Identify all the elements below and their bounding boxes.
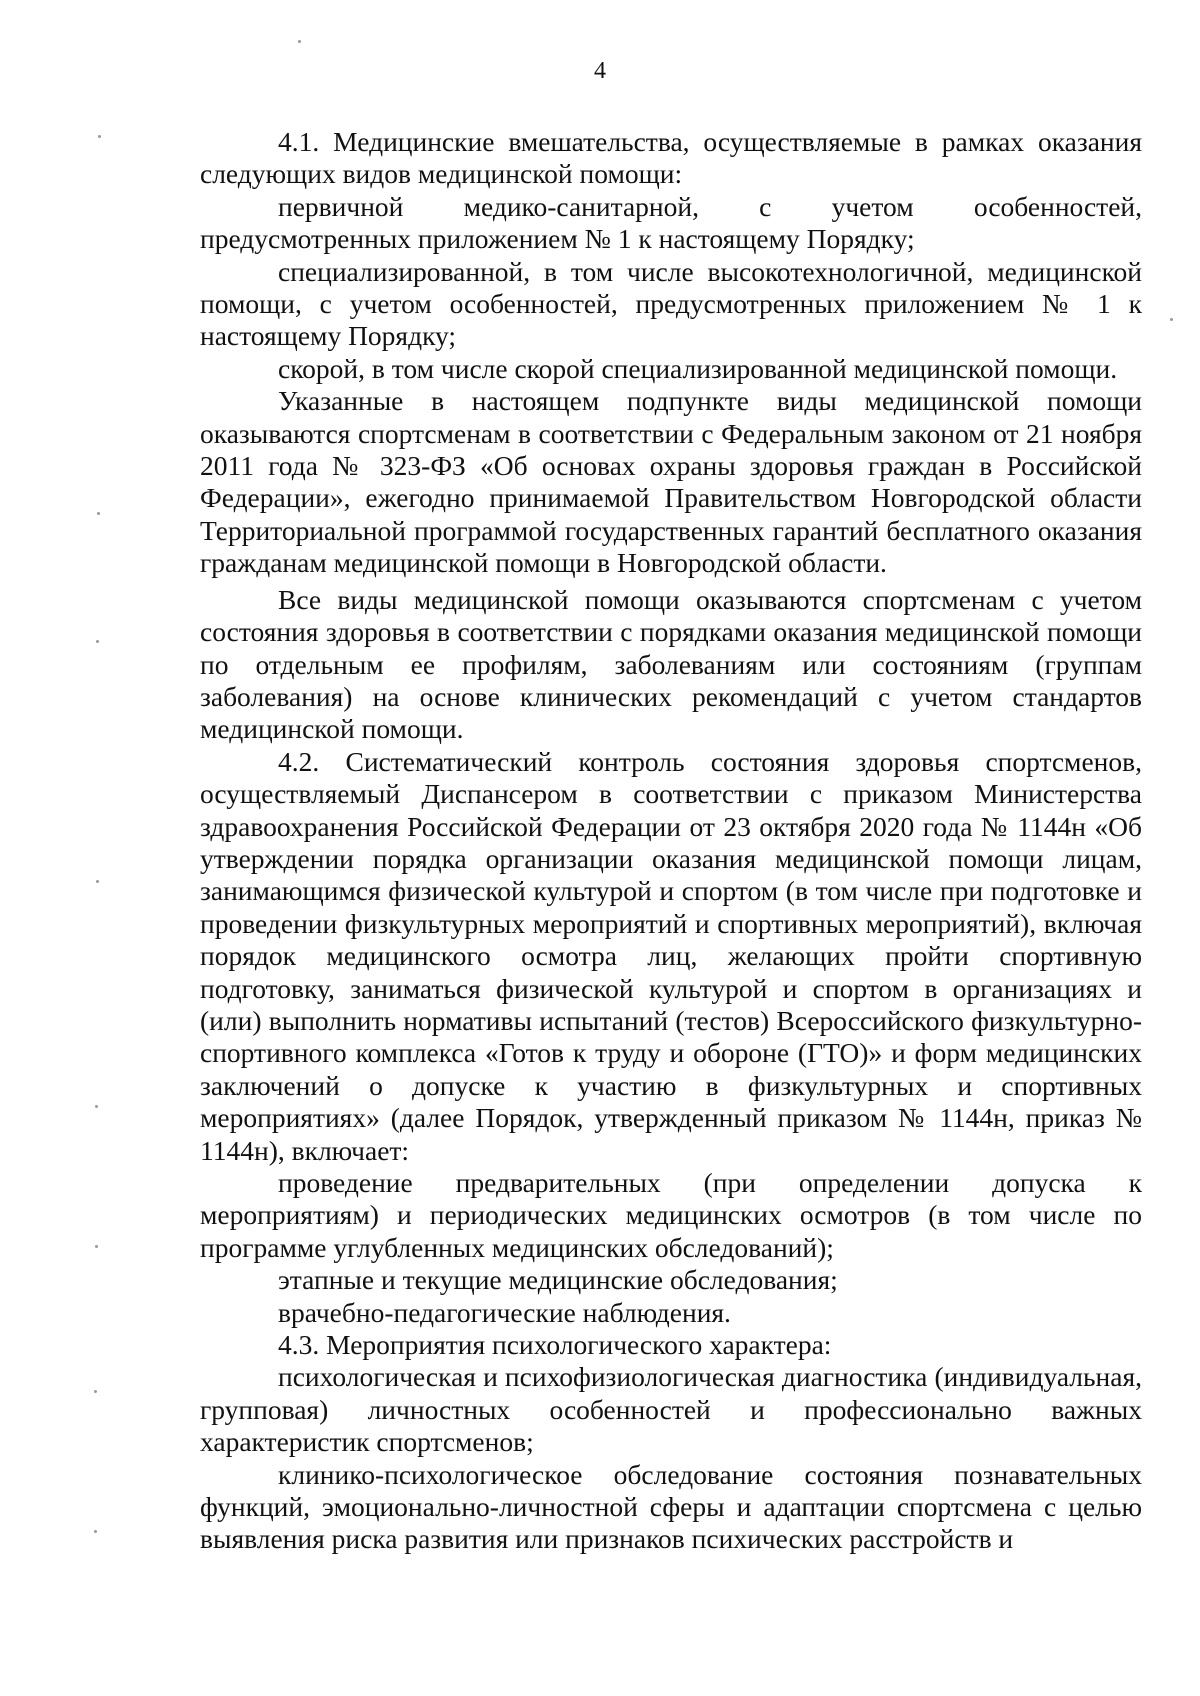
paragraph-4-2-control: 4.2. Систематический контроль состояния здоровья спортсменов, осуществляемый Диспансером в соответствии с приказом Министерства здравоохранения Российской Федерации от 23 октября 2020 года № 1144н «Об утверждении порядка организации оказания медицинской помощи лицам, занимающимся физической культурой и спортом (в том числе при подготовке и проведении физкультурных мероприятий и спортивных мероприятий), включая порядок медицинского осмотра лиц, желающих пройти спортивную подготовку, заниматься физической культурой и спортом в организациях и (или) выполнить нормативы испытаний (тестов) Всероссийского физкультурно-спортивного комплекса «Готов к труду и обороне (ГТО)» и форм медицинских заключений о допуске к участию в физкультурных и спортивных мероприятиях» (далее Порядок, утвержденный приказом № 1144н, приказ № 1144н), включает: <box>200 745 1142 1166</box>
paragraph-4-3-heading: 4.3. Мероприятия психологического характера: <box>278 1329 832 1361</box>
paragraph-federal-law: Указанные в настоящем подпункте виды медицинской помощи оказываются спортсменам в соответствии с Федеральным законом от 21 ноября 2011 года № 323-ФЗ «Об основах охраны здоровья граждан в Российской Федерации», ежегодно принимаемой Правительством Новгородской области Территориальной программой государственных гарантий бесплатного оказания гражданам медицинской помощи в Новгородской области. <box>200 385 1142 579</box>
scan-speck <box>298 40 301 43</box>
scan-speck <box>96 880 99 883</box>
page-number: 4 <box>594 58 606 84</box>
paragraph-preliminary-exams: проведение предварительных (при определении допуска к мероприятиям) и периодических медицинских осмотров (в том числе по программе углубленных медицинских обследований); <box>200 1167 1142 1263</box>
scan-speck <box>98 135 101 138</box>
scan-speck <box>1170 318 1173 321</box>
paragraph-clinical-psych-exam: клинико-психологическое обследование состояния познавательных функций, эмоционально-личностной сферы и адаптации спортсмена с целью выявления риска развития или признаков психических расстройств и <box>200 1458 1142 1555</box>
paragraph-stage-exams: этапные и текущие медицинские обследования; <box>278 1264 838 1296</box>
scan-speck <box>96 640 99 643</box>
paragraph-specialized-care: специализированной, в том числе высокотехнологичной, медицинской помощи, с учетом особенностей, предусмотренных приложением № 1 к настоящему Порядку; <box>200 255 1142 352</box>
scan-speck <box>95 1105 98 1108</box>
paragraph-primary-care: первичной медико-санитарной, с учетом особенностей, предусмотренных приложением № 1 к настоящему Порядку; <box>200 190 1142 255</box>
document-body <box>200 126 1142 1556</box>
scan-speck <box>95 1245 98 1248</box>
scan-speck <box>94 1530 97 1533</box>
paragraph-medical-pedagogical: врачебно-педагогические наблюдения. <box>278 1296 731 1328</box>
scan-speck <box>97 512 100 515</box>
paragraph-emergency-care: скорой, в том числе скорой специализированной медицинской помощи. <box>278 352 1118 384</box>
paragraph-all-types-care: Все виды медицинской помощи оказываются спортсменам с учетом состояния здоровья в соответствии с порядками оказания медицинской помощи по отдельным ее профилям, заболеваниям или состояниям (группам заболевания) на основе клинических рекомендаций с учетом стандартов медицинской помощи. <box>200 583 1142 745</box>
paragraph-psych-diagnostics: психологическая и психофизиологическая диагностика (индивидуальная, групповая) личностных особенностей и профессионально важных характеристик спортсменов; <box>200 1361 1142 1458</box>
paragraph-4-1-heading: 4.1. Медицинские вмешательства, осуществляемые в рамках оказания следующих видов медицинской помощи: <box>200 126 1142 190</box>
scan-speck <box>94 1390 97 1393</box>
